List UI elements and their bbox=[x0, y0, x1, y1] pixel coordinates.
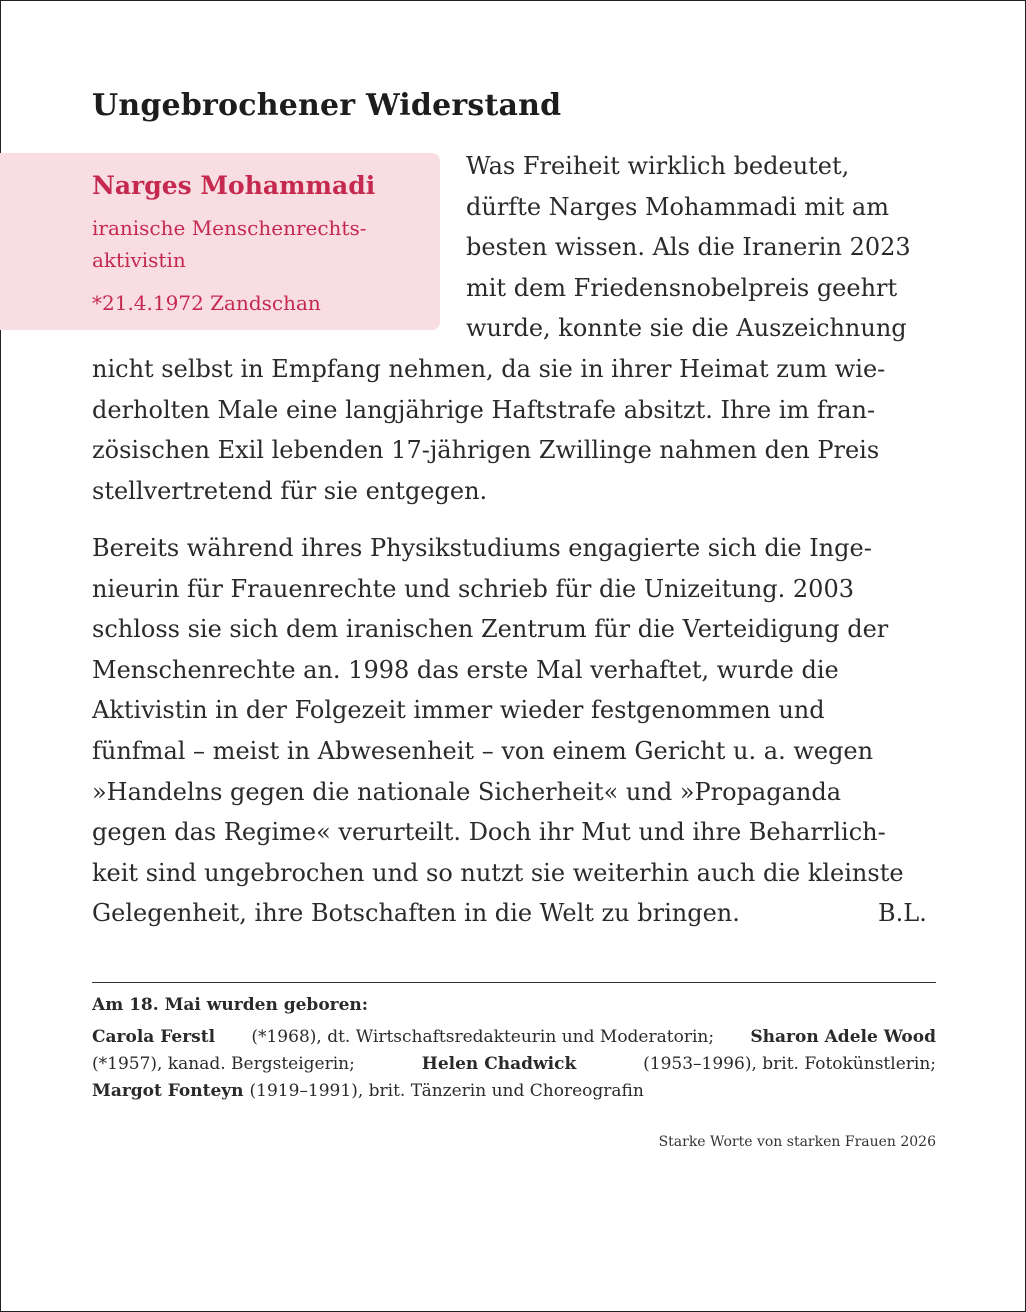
paragraph-2 bbox=[92, 528, 937, 934]
born-person-detail: (*1957), kanad. Bergsteigerin; bbox=[92, 1054, 355, 1074]
author-signature: B.L. bbox=[878, 899, 927, 927]
text-line: besten wissen. Als die Iranerin 2023 bbox=[466, 233, 911, 262]
profile-name: Narges Mohammadi bbox=[92, 171, 376, 200]
born-person-name: Sharon Adele Wood bbox=[750, 1027, 936, 1047]
text-line: Was Freiheit wirklich bedeutet, bbox=[466, 152, 850, 180]
footer-publication: Starke Worte von starken Frauen 2026 bbox=[658, 1134, 936, 1150]
paragraph-1-full bbox=[92, 349, 937, 511]
born-person-detail: (*1968), dt. Wirtschaftsredakteurin und Moderatorin; bbox=[251, 1027, 715, 1047]
text-line: Menschenrechte an. 1998 das erste Mal verhaftet, wurde die bbox=[92, 655, 839, 684]
born-person-name: Margot Fonteyn bbox=[92, 1081, 244, 1101]
text-line: Bereits während ihres Physikstudiums engagierte sich die Inge- bbox=[92, 534, 872, 562]
born-person-detail: (1919–1991), brit. Tänzerin und Choreografin bbox=[249, 1081, 644, 1101]
text-line: fünfmal – meist in Abwesenheit – von einem Gericht u. a. wegen bbox=[92, 736, 874, 765]
text-line: stellvertretend für sie entgegen. bbox=[92, 476, 488, 505]
text-line: schloss sie sich dem iranischen Zentrum für die Verteidigung der bbox=[92, 615, 889, 644]
text-line: gegen das Regime« verurteilt. Doch ihr Mut und ihre Beharrlich- bbox=[92, 818, 886, 847]
born-person-name: Carola Ferstl bbox=[92, 1027, 216, 1047]
born-list-line bbox=[92, 1078, 936, 1105]
paragraph-1-wrapped bbox=[466, 146, 936, 349]
section-divider bbox=[92, 982, 936, 983]
text-line: Gelegenheit, ihre Botschaften in die Welt zu bringen. bbox=[92, 899, 740, 928]
text-line: nicht selbst in Empfang nehmen, da sie in ihrer Heimat zum wie- bbox=[92, 355, 886, 383]
profile-role-line: aktivistin bbox=[92, 248, 186, 272]
text-line: Aktivistin in der Folgezeit immer wieder festgenommen und bbox=[92, 696, 825, 725]
profile-birth: *21.4.1972 Zandschan bbox=[92, 291, 321, 315]
text-line: dürfte Narges Mohammadi mit am bbox=[466, 192, 889, 221]
text-line: derholten Male eine langjährige Haftstrafe absitzt. Ihre im fran- bbox=[92, 395, 876, 424]
born-person-name: Helen Chadwick bbox=[421, 1054, 577, 1074]
born-list-line bbox=[92, 1051, 936, 1078]
page-title: Ungebrochener Widerstand bbox=[92, 88, 562, 123]
born-heading: Am 18. Mai wurden geboren: bbox=[92, 995, 369, 1015]
born-person-detail: (1953–1996), brit. Fotokünstlerin; bbox=[643, 1054, 936, 1074]
born-list bbox=[92, 1024, 936, 1105]
text-line: keit sind ungebrochen und so nutzt sie weiterhin auch die kleinste bbox=[92, 858, 904, 887]
text-line: zösischen Exil lebenden 17-jährigen Zwillinge nahmen den Preis bbox=[92, 436, 880, 465]
born-list-line bbox=[92, 1024, 936, 1051]
text-line: mit dem Friedensnobelpreis geehrt bbox=[466, 273, 898, 302]
text-line: wurde, konnte sie die Auszeichnung bbox=[466, 314, 907, 343]
text-line: nieurin für Frauenrechte und schrieb für die Unizeitung. 2003 bbox=[92, 574, 854, 603]
profile-role bbox=[92, 212, 422, 276]
text-line: »Handelns gegen die nationale Sicherheit« und »Propaganda bbox=[92, 777, 842, 806]
profile-role-line: iranische Menschenrechts- bbox=[92, 216, 367, 240]
